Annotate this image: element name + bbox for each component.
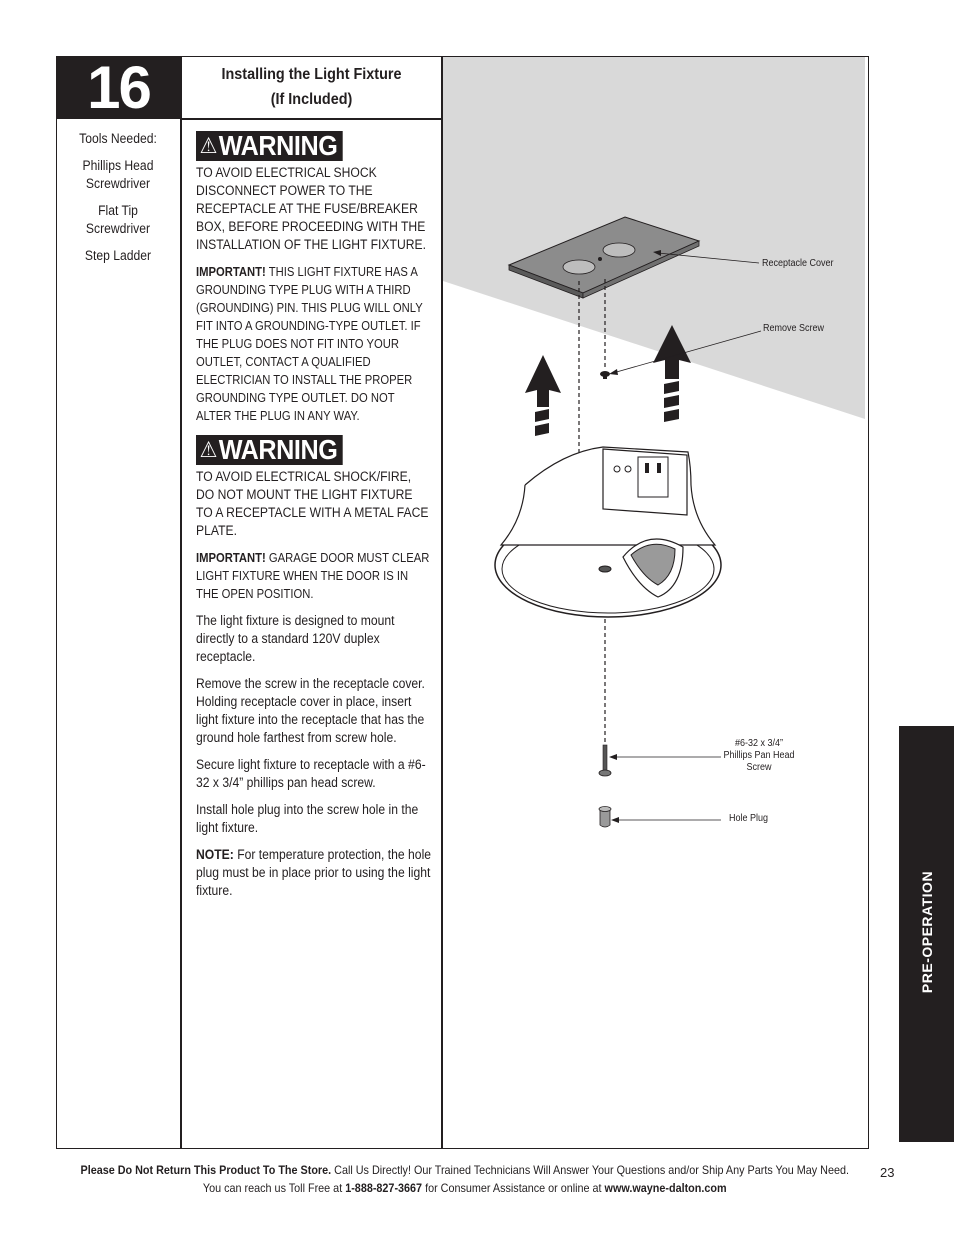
important-paragraph: [196, 549, 432, 603]
body-paragraph: Secure light fixture to receptacle with a #6-32 x 3/4” phillips pan head screw.: [196, 757, 426, 790]
warning-triangle-icon: ⚠: [199, 133, 217, 158]
footer-line-2: [62, 1181, 868, 1195]
body-paragraph: Install hole plug into the screw hole in the light fixture.: [196, 802, 419, 835]
leader-arrowhead: [609, 369, 618, 375]
important-paragraph: [196, 263, 432, 425]
warning-text: TO AVOID ELECTRICAL SHOCK DISCONNECT POWER TO THE RECEPTACLE AT THE FUSE/BREAKER BOX, BEFORE PROCEEDING WITH THE INSTALLATION OF THE LIGHT FIXTURE.: [196, 165, 426, 252]
footer-line-1: [62, 1163, 868, 1177]
up-arrow-icon: [525, 355, 561, 436]
warning-label: WARNING: [218, 130, 338, 161]
installation-illustration: [443, 57, 868, 1148]
screw-label: [723, 738, 795, 774]
page-number: 23: [880, 1165, 895, 1180]
tool-item: Step Ladder: [84, 248, 152, 263]
footer-text: for Consumer Assistance or online at: [422, 1181, 605, 1195]
hole-plug-label: Hole Plug: [729, 813, 769, 824]
warning-text: TO AVOID ELECTRICAL SHOCK/FIRE, DO NOT MOUNT THE LIGHT FIXTURE TO A RECEPTACLE WITH A METAL FACE PLATE.: [196, 469, 429, 538]
remove-screw-drawing: [600, 371, 610, 379]
hole-plug-drawing: [599, 807, 611, 828]
column-divider: [180, 56, 182, 1149]
note-text: For temperature protection, the hole plug must be in place prior to using the light fixture.: [196, 847, 432, 898]
important-label: IMPORTANT!: [196, 551, 266, 565]
warning-badge: [196, 435, 343, 465]
body-paragraph: Remove the screw in the receptacle cover. Holding receptacle cover in place, insert light fixture into the receptacle that has the ground hole farthest from screw hole.: [196, 676, 425, 745]
screw-label-line: #6-32 x 3/4”: [734, 738, 784, 749]
tools-heading: Tools Needed:: [79, 131, 157, 146]
instruction-text: [196, 131, 432, 909]
footer-text: You can reach us Toll Free at: [202, 1181, 346, 1195]
important-label: IMPORTANT!: [196, 265, 266, 279]
leader-arrowhead: [609, 754, 617, 760]
screw-label-line: Screw: [746, 762, 772, 773]
footer-phone: 1-888-827-3667: [345, 1181, 423, 1195]
receptacle-cover-label: Receptacle Cover: [762, 258, 834, 269]
screw-label-line: Phillips Pan Head: [723, 750, 795, 761]
pan-head-screw-drawing: [599, 745, 611, 776]
title-line-2: (If Included): [270, 91, 353, 108]
warning-triangle-icon: ⚠: [199, 437, 217, 462]
side-tab-label: PRE-OPERATION: [919, 870, 935, 994]
important-text: GARAGE DOOR MUST CLEAR LIGHT FIXTURE WHEN THE DOOR IS IN THE OPEN POSITION.: [196, 551, 430, 601]
fixture-diagram: [443, 57, 868, 1148]
warning-badge: [196, 131, 343, 161]
tools-needed: [64, 130, 172, 274]
section-title: [196, 62, 427, 112]
important-text: THIS LIGHT FIXTURE HAS A GROUNDING TYPE PLUG WITH A THIRD (GROUNDING) PIN. THIS PLUG WILL ONLY FIT INTO A GROUNDING-TYPE OUTLET. IF THE PLUG DOES NOT FIT INTO YOUR OUTLET, CONTACT A QUALIFIED ELECTRICIAN TO INSTALL THE PROPER GROUNDING TYPE OUTLET. DO NOT ALTER THE PLUG IN ANY WAY.: [196, 265, 423, 423]
step-number: 16: [56, 56, 181, 119]
remove-screw-label: Remove Screw: [763, 323, 825, 334]
body-paragraph: The light fixture is designed to mount directly to a standard 120V duplex receptacle.: [196, 613, 395, 664]
leader-arrowhead: [611, 817, 619, 823]
light-fixture-drawing: [495, 447, 721, 617]
tool-item: Phillips Head Screwdriver: [82, 158, 154, 191]
footer-bold: Please Do Not Return This Product To The Store.: [80, 1163, 332, 1177]
tool-item: Flat Tip Screwdriver: [85, 203, 151, 236]
footer-text: Call Us Directly! Our Trained Technicians Will Answer Your Questions and/or Ship Any Parts You May Need.: [331, 1163, 849, 1177]
footer-website-link[interactable]: www.wayne-dalton.com: [604, 1181, 727, 1195]
warning-label: WARNING: [218, 434, 338, 465]
note-paragraph: [196, 846, 432, 900]
note-label: NOTE:: [196, 847, 234, 862]
title-line-1: Installing the Light Fixture: [221, 66, 402, 83]
title-divider: [180, 118, 442, 120]
